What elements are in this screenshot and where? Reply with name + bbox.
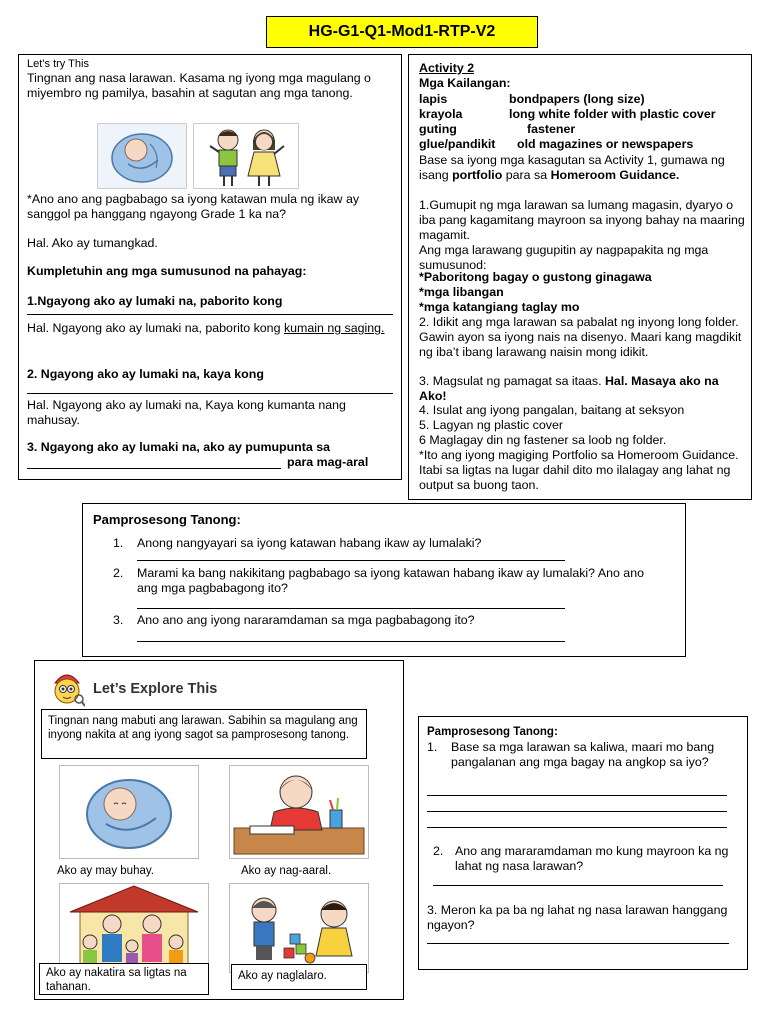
question-2: Ano ang mararamdaman mo kung mayroon ka ng lahat ng nasa larawan? — [455, 844, 729, 873]
materials-label: Mga Kailangan: — [419, 76, 511, 90]
section-heading: Let’s try This — [27, 58, 89, 70]
question-1: Base sa mga larawan sa kaliwa, maari mo bang pangalanan ang mga bagay na angkop sa iyo? — [451, 740, 715, 769]
step-5: 5. Lagyan ng plastic cover — [419, 418, 563, 432]
answer-example: Hal. Ako ay tumangkad. — [27, 236, 158, 250]
studying-picture — [229, 765, 369, 859]
item1-example — [27, 321, 397, 336]
materials-list — [419, 92, 749, 152]
answer-line — [137, 608, 565, 609]
question-3: Ano ano ang iyong nararamdaman sa mga pagbabagong ito? — [137, 613, 475, 627]
step-1: 1.Gumupit ng mga larawan sa lumang magasin, dyaryo o iba pang kagamitang mayroon sa inyong bahay na maaring magamit. — [419, 198, 745, 242]
answer-line — [27, 393, 393, 394]
step-3-text: 3. Magsulat ng pamagat sa itaas. — [419, 374, 602, 388]
material-name: long white folder with plastic cover — [509, 107, 716, 121]
lets-explore-this-box — [34, 660, 404, 1000]
material-name: glue/pandikit — [419, 137, 496, 151]
question-number: 3. — [113, 613, 124, 627]
section-heading: Let’s Explore This — [93, 681, 218, 697]
activity-heading: Activity 2 — [419, 61, 475, 75]
processing-questions-box — [82, 503, 686, 657]
question-text: *Ano ano ang pagbabago sa iyong katawan mula ng ikaw ay sanggol pa hanggang ngayong Grade 1 ka na? — [27, 192, 360, 221]
item2-example: Hal. Ngayong ako ay lumaki na, Kaya kong kumanta nang mahusay. — [27, 398, 346, 427]
bullet-1: *Paboritong bagay o gustong ginagawa — [419, 270, 652, 284]
intro-text: para sa — [505, 168, 548, 182]
homeroom-guidance-word: Homeroom Guidance. — [550, 168, 680, 182]
material-name: bondpapers (long size) — [509, 92, 645, 106]
portfolio-word: portfolio — [452, 168, 503, 182]
family-house-picture — [59, 883, 209, 973]
answer-line — [27, 314, 393, 315]
item2-prompt: 2. Ngayong ako ay lumaki na, kaya kong — [27, 367, 264, 381]
mascot-icon — [49, 669, 85, 707]
step-6: 6 Maglagay din ng fastener sa loob ng folder. — [419, 433, 667, 447]
caption-4-box — [231, 964, 367, 990]
instruction-text: Tingnan nang mabuti ang larawan. Sabihin sa magulang ang inyong nakita at ang iyong sagot sa pamprosesong tanong. — [48, 715, 358, 741]
step-2: 2. Idikit ang mga larawan sa pabalat ng inyong long folder. Gawin ayon sa iyong nais na disenyo. Maari kang magdikit ng iba’t ibang larawang naisin mong idikit. — [419, 315, 742, 359]
answer-line — [137, 641, 565, 642]
processing-questions-box-2 — [418, 716, 748, 970]
answer-line — [427, 811, 727, 812]
document-title: HG-G1-Q1-Mod1-RTP-V2 — [266, 16, 538, 48]
item3-tail: para mag-aral — [287, 455, 369, 469]
material-name: krayola — [419, 107, 463, 121]
material-name: fastener — [527, 122, 576, 136]
question-3: 3. Meron ka pa ba ng lahat ng nasa larawan hanggang ngayon? — [427, 903, 728, 932]
instruction-box — [41, 709, 367, 759]
material-row — [419, 107, 749, 122]
lets-try-this-box — [18, 54, 402, 480]
item1-example-underlined: kumain ng saging. — [283, 321, 385, 335]
answer-line — [427, 827, 727, 828]
step-3 — [419, 374, 749, 404]
item1-example-text: Hal. Ngayong ako ay lumaki na, paborito kong — [27, 321, 281, 335]
step-3-example: Hal. Masaya ako na Ako! — [419, 374, 719, 403]
bullet-3: *mga katangiang taglay mo — [419, 300, 580, 314]
caption-4: Ako ay naglalaro. — [238, 970, 327, 982]
question-2: Marami ka bang nakikitang pagbabago sa iyong katawan habang ikaw ay lumalaki? Ano ano ang mga pagbabagong ito? — [137, 566, 644, 595]
step-4: 4. Isulat ang iyong pangalan, baitang at seksyon — [419, 403, 685, 417]
material-row — [419, 122, 749, 137]
answer-line — [427, 795, 727, 796]
question-number: 1. — [427, 740, 438, 754]
caption-1: Ako ay may buhay. — [57, 865, 154, 877]
material-row — [419, 92, 749, 107]
baby-image — [97, 123, 187, 189]
question-number: 2. — [433, 844, 444, 858]
intro-text: Tingnan ang nasa larawan. Kasama ng iyong mga magulang o miyembro ng pamilya, basahin at sagutan ang mga tanong. — [27, 71, 371, 100]
material-name: lapis — [419, 92, 448, 106]
playing-picture — [229, 883, 369, 973]
item1-prompt: 1.Ngayong ako ay lumaki na, paborito kong — [27, 294, 283, 308]
answer-line — [433, 885, 723, 886]
material-row — [419, 137, 749, 152]
activity-intro — [419, 153, 749, 183]
portfolio-note: *Ito ang iyong magiging Portfolio sa Homeroom Guidance. Itabi sa ligtas na lugar dahil dito mo ilalagay ang lahat ng output sa buong taon. — [419, 448, 739, 492]
baby-picture — [59, 765, 199, 859]
question-number: 2. — [113, 566, 124, 580]
step-1b: Ang mga larawang gugupitin ay nagpapakita ng mga sumusunod: — [419, 243, 709, 272]
section-heading: Pamprosesong Tanong: — [427, 726, 558, 738]
item3-prompt: 3. Ngayong ako ay lumaki na, ako ay pumupunta sa — [27, 440, 330, 454]
bullet-2: *mga libangan — [419, 285, 504, 299]
caption-2: Ako ay nag-aaral. — [241, 865, 332, 877]
material-name: old magazines or newspapers — [517, 137, 694, 151]
answer-line — [427, 943, 729, 944]
caption-3: Ako ay nakatira sa ligtas na tahanan. — [46, 967, 187, 993]
activity-2-box — [408, 54, 752, 500]
answer-line — [137, 560, 565, 561]
caption-3-box — [39, 963, 209, 995]
question-1: Anong nangyayari sa iyong katawan habang ikaw ay lumalaki? — [137, 536, 482, 550]
material-name: guting — [419, 122, 457, 136]
question-number: 1. — [113, 536, 124, 550]
section-heading: Pamprosesong Tanong: — [93, 512, 241, 527]
answer-line — [27, 468, 281, 469]
instruction-text: Kumpletuhin ang mga sumusunod na pahayag: — [27, 264, 307, 278]
intro-text: Base sa iyong mga kasagutan sa Activity 1, gumawa ng isang — [419, 153, 725, 182]
children-image — [193, 123, 299, 189]
